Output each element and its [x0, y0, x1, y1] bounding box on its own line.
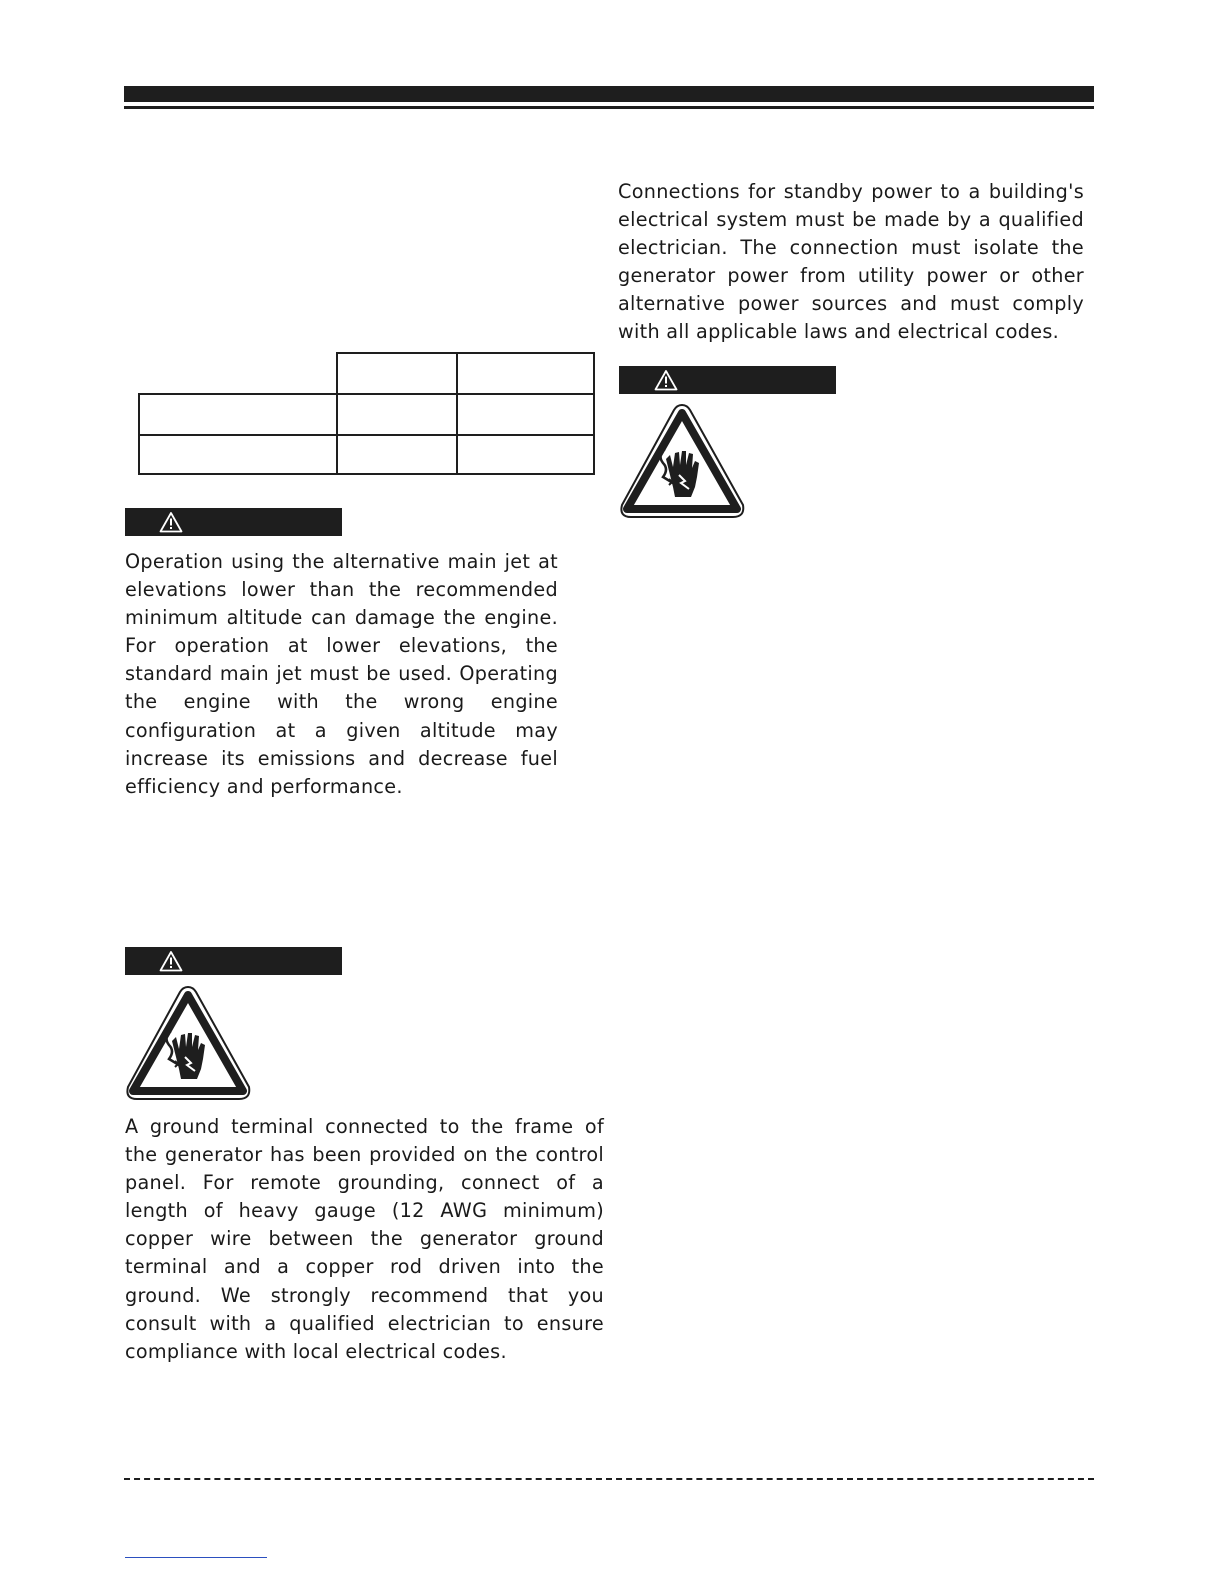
table-cell — [337, 353, 457, 394]
table-cell — [337, 394, 457, 435]
table-cell — [457, 435, 594, 474]
header-rule-thick — [124, 86, 1094, 102]
warning-banner-right — [619, 366, 836, 394]
table-cell — [139, 394, 337, 435]
table-cell — [337, 435, 457, 474]
header-rule-thin — [124, 106, 1094, 109]
main-jet-warning-paragraph: Operation using the alternative main jet at elevations lower than the recommended minimum altitude can damage the engine. For operation at lower elevations, the standard main jet must be used. Operating the engine with the wrong engine configuration at a given altitude may increase its emissions and decrease fuel efficiency and performance. — [125, 550, 558, 798]
warning-triangle-icon — [159, 950, 183, 972]
warning-triangle-icon — [654, 369, 678, 391]
table-row — [139, 435, 594, 474]
table-cell — [457, 394, 594, 435]
table-row — [139, 353, 594, 394]
table-row — [139, 394, 594, 435]
table-cell — [139, 353, 337, 394]
warning-triangle-icon — [159, 511, 183, 533]
table-cell — [457, 353, 594, 394]
electric-shock-hand-icon — [123, 983, 253, 1107]
electric-shock-hand-icon — [617, 401, 747, 525]
ground-terminal-paragraph: A ground terminal connected to the frame of the generator has been provided on the control panel. For remote grounding, connect of a length of heavy gauge (12 AWG minimum) copper wire between the generator ground terminal and a copper rod driven into the ground. We strongly recommend that you consult with a qualified electrician to ensure compliance with local electrical codes. — [125, 1115, 604, 1363]
caution-banner-jet — [125, 508, 342, 536]
footer-dashed-rule — [124, 1478, 1094, 1480]
table-cell — [139, 435, 337, 474]
standby-connection-paragraph: Connections for standby power to a building's electrical system must be made by a qualified electrician. The connection must isolate the generator power from utility power or other alternative power sources and must comply with all applicable laws and electrical codes. — [618, 180, 1084, 344]
footer-link-underline — [125, 1557, 267, 1558]
warning-banner-ground — [125, 947, 342, 975]
altitude-jet-table — [138, 352, 595, 475]
